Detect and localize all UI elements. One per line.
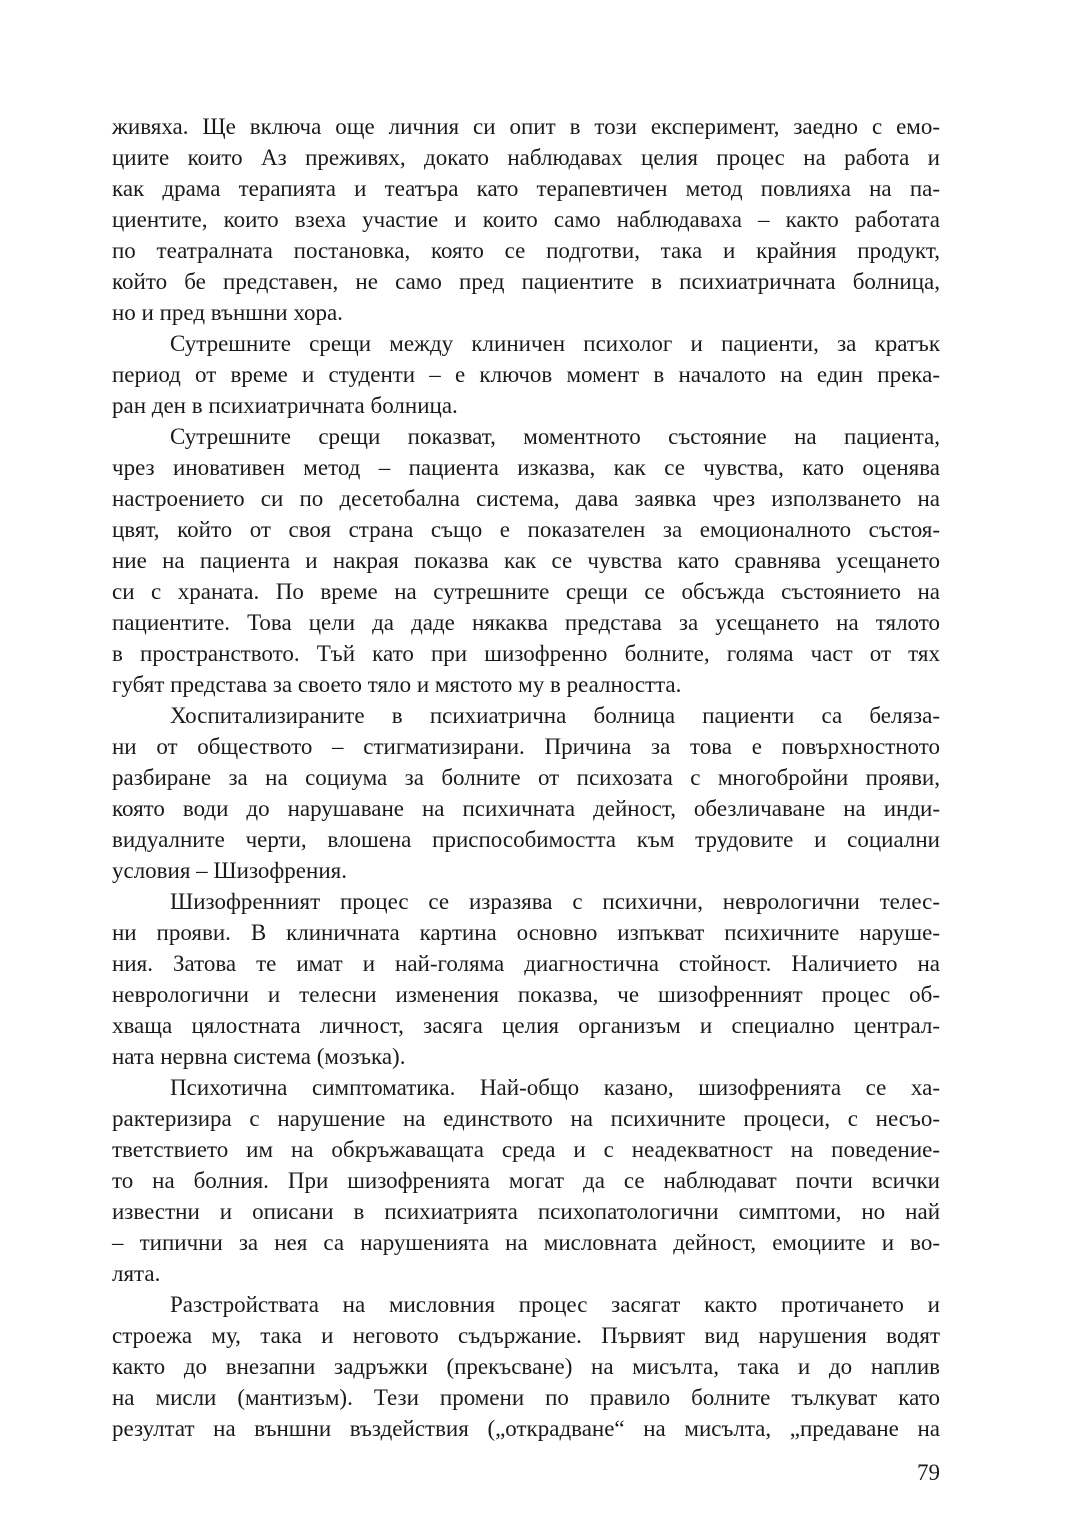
paragraph (112, 1072, 940, 1289)
text-line: Психотична симптоматика. Най-общо казано, шизофренията се ха- (170, 1075, 940, 1100)
text-line: пациентите. Това цели да даде някаква представа за усещането на тялото (112, 610, 940, 635)
paragraph (112, 1289, 940, 1444)
text-line: цвят, който от своя страна също е показателен за емоционалното състоя- (112, 517, 940, 542)
text-line: период от време и студенти – е ключов момент в началото на един прека- (112, 362, 940, 387)
text-line: ран ден в психиатричната болница. (112, 393, 458, 418)
text-line: – типични за нея са нарушенията на мисловната дейност, емоциите и во- (112, 1230, 940, 1255)
text-line: строежа му, така и неговото съдържание. Първият вид нарушения водят (112, 1323, 940, 1348)
text-line: Хоспитализираните в психиатрична болница пациенти са беляза- (170, 703, 940, 728)
text-line: циите които Аз преживях, докато наблюдавах целия процес на работа и (112, 145, 940, 170)
text-line: в пространството. Тъй като при шизофренно болните, голяма част от тях (112, 641, 940, 666)
text-line: неврологични и телесни изменения показва, че шизофренният процес об- (112, 982, 940, 1007)
text-line: Разстройствата на мисловния процес засягат както протичането и (170, 1292, 940, 1317)
text-line: която води до нарушаване на психичната дейност, обезличаване на инди- (112, 796, 940, 821)
paragraph (112, 886, 940, 1072)
text-line: но и пред външни хора. (112, 300, 343, 325)
text-line: както до внезапни задръжки (прекъсване) на мисълта, така и до наплив (112, 1354, 940, 1379)
text-line: хваща цялостната личност, засяга целия организъм и специално централ- (112, 1013, 940, 1038)
text-line: Сутрешните срещи между клиничен психолог и пациенти, за кратък (170, 331, 940, 356)
paragraph (112, 421, 940, 700)
text-line: чрез иновативен метод – пациента изказва, как се чувства, като оценява (112, 455, 940, 480)
text-line: Шизофренният процес се изразява с психични, неврологични телес- (170, 889, 940, 914)
text-line: настроението си по десетобална система, дава заявка чрез използването на (112, 486, 940, 511)
text-line: лята. (112, 1261, 161, 1286)
text-line: живяха. Ще включа още личния си опит в този експеримент, заедно с емо- (112, 114, 940, 139)
text-line: то на болния. При шизофренията могат да се наблюдават почти всички (112, 1168, 940, 1193)
text-line: ния. Затова те имат и най-голяма диагностична стойност. Наличието на (112, 951, 940, 976)
text-line: ни прояви. В клиничната картина основно изпъкват психичните наруше- (112, 920, 940, 945)
text-line: губят представа за своето тяло и мястото му в реалността. (112, 672, 682, 697)
text-line: на мисли (мантизъм). Тези промени по правило болните тълкуват като (112, 1385, 940, 1410)
text-line: тветствието им на обкръжаващата среда и с неадекватност на поведение- (112, 1137, 940, 1162)
text-line: си с храната. По време на сутрешните срещи се обсъжда състоянието на (112, 579, 940, 604)
text-line: известни и описани в психиатрията психопатологични симптоми, но най (112, 1199, 940, 1224)
text-line: ни от обществото – стигматизирани. Причина за това е повърхностното (112, 734, 940, 759)
text-line: Сутрешните срещи показват, моментното състояние на пациента, (170, 424, 940, 449)
text-line: който бе представен, не само пред пациентите в психиатричната болница, (112, 269, 940, 294)
text-line: рактеризира с нарушение на единството на психичните процеси, с несъо- (112, 1106, 940, 1131)
paragraph (112, 111, 940, 328)
page-body (112, 111, 940, 1444)
text-line: ната нервна система (мозъка). (112, 1044, 406, 1069)
text-line: резултат на външни въздействия („открадване“ на мисълта, „предаване на (112, 1416, 940, 1441)
text-line: по театралната постановка, която се подготви, така и крайния продукт, (112, 238, 940, 263)
text-line: циентите, които взеха участие и които само наблюдаваха – както работата (112, 207, 940, 232)
text-line: условия – Шизофрения. (112, 858, 347, 883)
text-line: разбиране за на социума за болните от психозата с многобройни прояви, (112, 765, 940, 790)
text-line: ние на пациента и накрая показва как се чувства като сравнява усещането (112, 548, 940, 573)
paragraph (112, 328, 940, 421)
paragraph (112, 700, 940, 886)
page-number: 79 (917, 1460, 940, 1485)
text-line: как драма терапията и театъра като терапевтичен метод повлияха на па- (112, 176, 940, 201)
text-line: видуалните черти, влошена приспособимостта към трудовите и социални (112, 827, 940, 852)
